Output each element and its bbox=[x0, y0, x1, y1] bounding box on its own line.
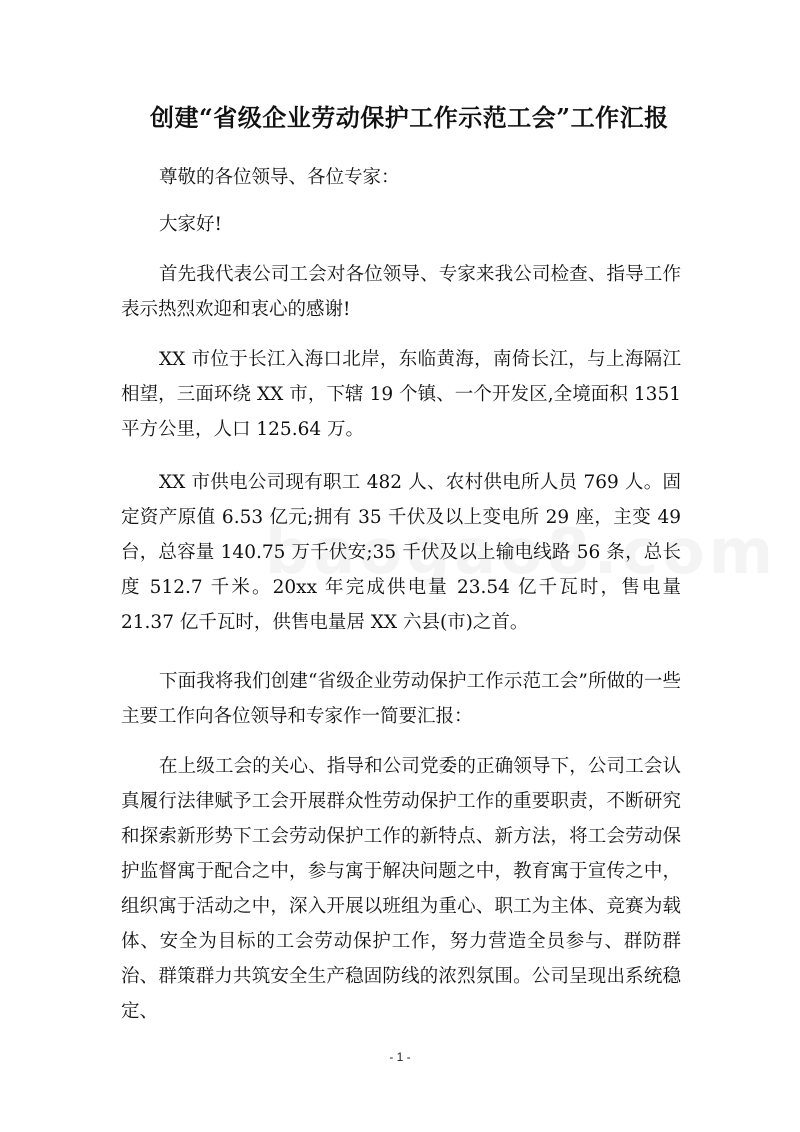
page-number: - 1 - bbox=[389, 1050, 411, 1064]
paragraph-salutation: 尊敬的各位领导、各位专家： bbox=[159, 167, 400, 188]
paragraph-main-work: 在上级工会的关心、指导和公司党委的正确领导下，公司工会认真履行法律赋予工会开展群众性劳动保护工作的重要职责，不断研究和探索新形势下工会劳动保护工作的新特点、新方法，将工会劳动保护监督寓于配合之中，参与寓于解决问题之中，教育寓于宣传之中，组织寓于活动之中，深入开展以班组为重心、职工为主体、竞赛为载体、安全为目标的工会劳动保护工作，努力营造全员参与、群防群治、群策群力共筑安全生产稳固防线的浓烈氛围。公司呈现出系统稳定、 bbox=[121, 756, 681, 1022]
paragraph-company-overview: XX 市供电公司现有职工 482 人、农村供电所人员 769 人。固定资产原值 6.53 亿元;拥有 35 千伏及以上变电所 29 座，主变 49 台，总容量 140.75 万千伏安;35 千伏及以上输电线路 56 条，总长度 512.7 千米。20xx 年完成供电量 23.54 亿千瓦时，售电量 21.37 亿千瓦时，供售电量居 XX 六县(市)之首。 bbox=[121, 472, 681, 633]
paragraph-greeting: 大家好! bbox=[159, 214, 222, 235]
paragraph-city-overview: XX 市位于长江入海口北岸，东临黄海，南倚长江，与上海隔江相望，三面环绕 XX 市，下辖 19 个镇、一个开发区,全境面积 1351 平方公里，人口 125.64 万。 bbox=[121, 349, 681, 440]
document-title: 创建“省级企业劳动保护工作示范工会”工作汇报 bbox=[150, 103, 669, 132]
paragraph-thanks: 首先我代表公司工会对各位领导、专家来我公司检查、指导工作表示热烈欢迎和衷心的感谢! bbox=[121, 264, 681, 320]
paragraph-report-intro: 下面我将我们创建“省级企业劳动保护工作示范工会”所做的一些主要工作向各位领导和专家作一简要汇报： bbox=[121, 671, 681, 727]
